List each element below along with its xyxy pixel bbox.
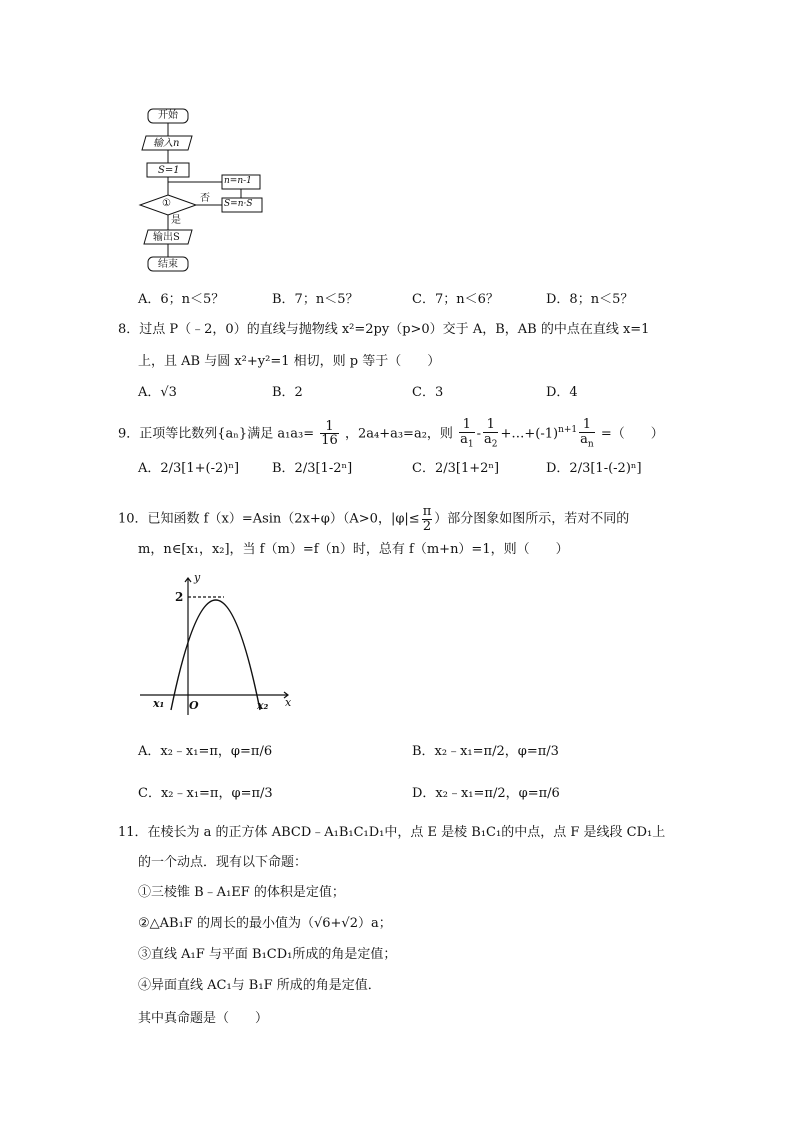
q10-option-d: D．x₂﹣x₁=π/2，φ=π/6 [412, 786, 560, 801]
flow-yes-label: 是 [171, 215, 181, 226]
q8-line2: 上，且 AB 与圆 x²+y²=1 相切，则 p 等于（ ） [138, 354, 441, 369]
flow-end: 结束 [158, 259, 178, 270]
q9-frac-num: 1 [320, 420, 339, 435]
q7-option-d: D．8；n＜5？ [546, 292, 634, 307]
q10-option-b: B．x₂﹣x₁=π/2，φ=π/3 [412, 744, 559, 759]
q9-term2: $\frac{1}{a_2}$ [483, 417, 498, 450]
graph-origin: O [189, 699, 199, 712]
q9-term-n: $\frac{1}{a_n}$ [580, 417, 594, 450]
q9-term1: $\frac{1}{a_1}$ [460, 417, 474, 450]
q10-line1 [118, 505, 629, 533]
q11-line1: 11．在棱长为 a 的正方体 ABCD﹣A₁B₁C₁D₁中，点 E 是棱 B₁C₁的中点，点 F 是线段 CD₁上 [118, 825, 666, 840]
q11-question: 其中真命题是（ ） [138, 1011, 269, 1026]
flow-condition: ① [162, 198, 171, 209]
q7-option-a: A．6；n＜5？ [138, 292, 225, 307]
q10-option-c: C．x₂﹣x₁=π，φ=π/3 [138, 786, 273, 801]
q11-proposition-4: ④异面直线 AC₁与 B₁F 所成的角是定值． [138, 978, 381, 993]
q9-text-post: =（ ） [600, 426, 664, 442]
q8-option-a: A．√3 [138, 385, 177, 400]
q11-proposition-1: ①三棱锥 B﹣A₁EF 的体积是定值； [138, 885, 345, 900]
q10-pi-half: $\frac{\pi}{2}$ [422, 504, 432, 534]
q11-line2: 的一个动点．现有以下命题： [138, 855, 308, 870]
q9-frac-den: 16 [321, 433, 338, 449]
q9-fraction [320, 420, 339, 448]
q7-option-b: B．7；n＜5？ [272, 292, 359, 307]
graph-max-label: 2 [175, 590, 184, 604]
graph-x1: x₁ [153, 697, 165, 710]
q9-option-c: C．2/3[1+2ⁿ] [412, 461, 500, 476]
flow-update-n: n=n-1 [224, 176, 252, 186]
q8-option-c: C．3 [412, 385, 444, 400]
graph-x2: x₂ [257, 699, 269, 712]
graph-y-label: y [194, 571, 201, 584]
q9-option-d: D．2/3[1-(-2)ⁿ] [546, 461, 642, 476]
q10-line1-post: ）部分图象如图所示，若对不同的 [434, 511, 630, 527]
q9-option-a: A．2/3[1+(-2)ⁿ] [138, 461, 240, 476]
graph-x-label: x [285, 696, 292, 709]
flowchart [130, 105, 280, 275]
flow-start: 开始 [158, 110, 178, 121]
flow-output: 输出S [153, 232, 180, 243]
flow-no-label: 否 [200, 193, 210, 204]
q9-text-mid: ，2a₄+a₃=a₂，则 [344, 426, 453, 442]
q8-option-d: D．4 [546, 385, 578, 400]
q11-proposition-3: ③直线 A₁F 与平面 B₁CD₁所成的角是定值； [138, 947, 397, 962]
q10-line2: m，n∈[x₁，x₂]，当 f（m）=f（n）时，总有 f（m+n）=1，则（ ） [138, 542, 569, 557]
flow-init: S=1 [158, 165, 180, 176]
q11-proposition-2: ②△AB₁F 的周长的最小值为（√6+√2）a； [138, 916, 392, 931]
q9-option-b: B．2/3[1-2ⁿ] [272, 461, 353, 476]
q7-option-c: C．7；n＜6？ [412, 292, 499, 307]
q10-line1-pre: 10．已知函数 f（x）=Asin（2x+φ）（A>0，|φ|≤ [118, 511, 420, 527]
q10-option-a: A．x₂﹣x₁=π，φ=π/6 [138, 744, 273, 759]
flow-update-s: S=n·S [224, 199, 253, 209]
q9-text-pre: 9．正项等比数列{aₙ}满足 a₁a₃= [118, 426, 315, 442]
q8-option-b: B．2 [272, 385, 303, 400]
flow-input: 输入n [153, 138, 180, 149]
q8-line1: 8．过点 P（﹣2，0）的直线与抛物线 x²=2py（p>0）交于 A，B，AB 的中点在直线 x=1 [118, 322, 650, 337]
q9-stem: 9．正项等比数列{aₙ}满足 a₁a₃= $\frac{1}{16}$ ，2a₄+a₃=a₂，则 $\frac{1}{a_1}$ - $\frac{1}{a_2}$ $+\dots+(-1)^{n+1}$ $\frac{1}{a_n}$ =（ ） [118, 417, 664, 450]
